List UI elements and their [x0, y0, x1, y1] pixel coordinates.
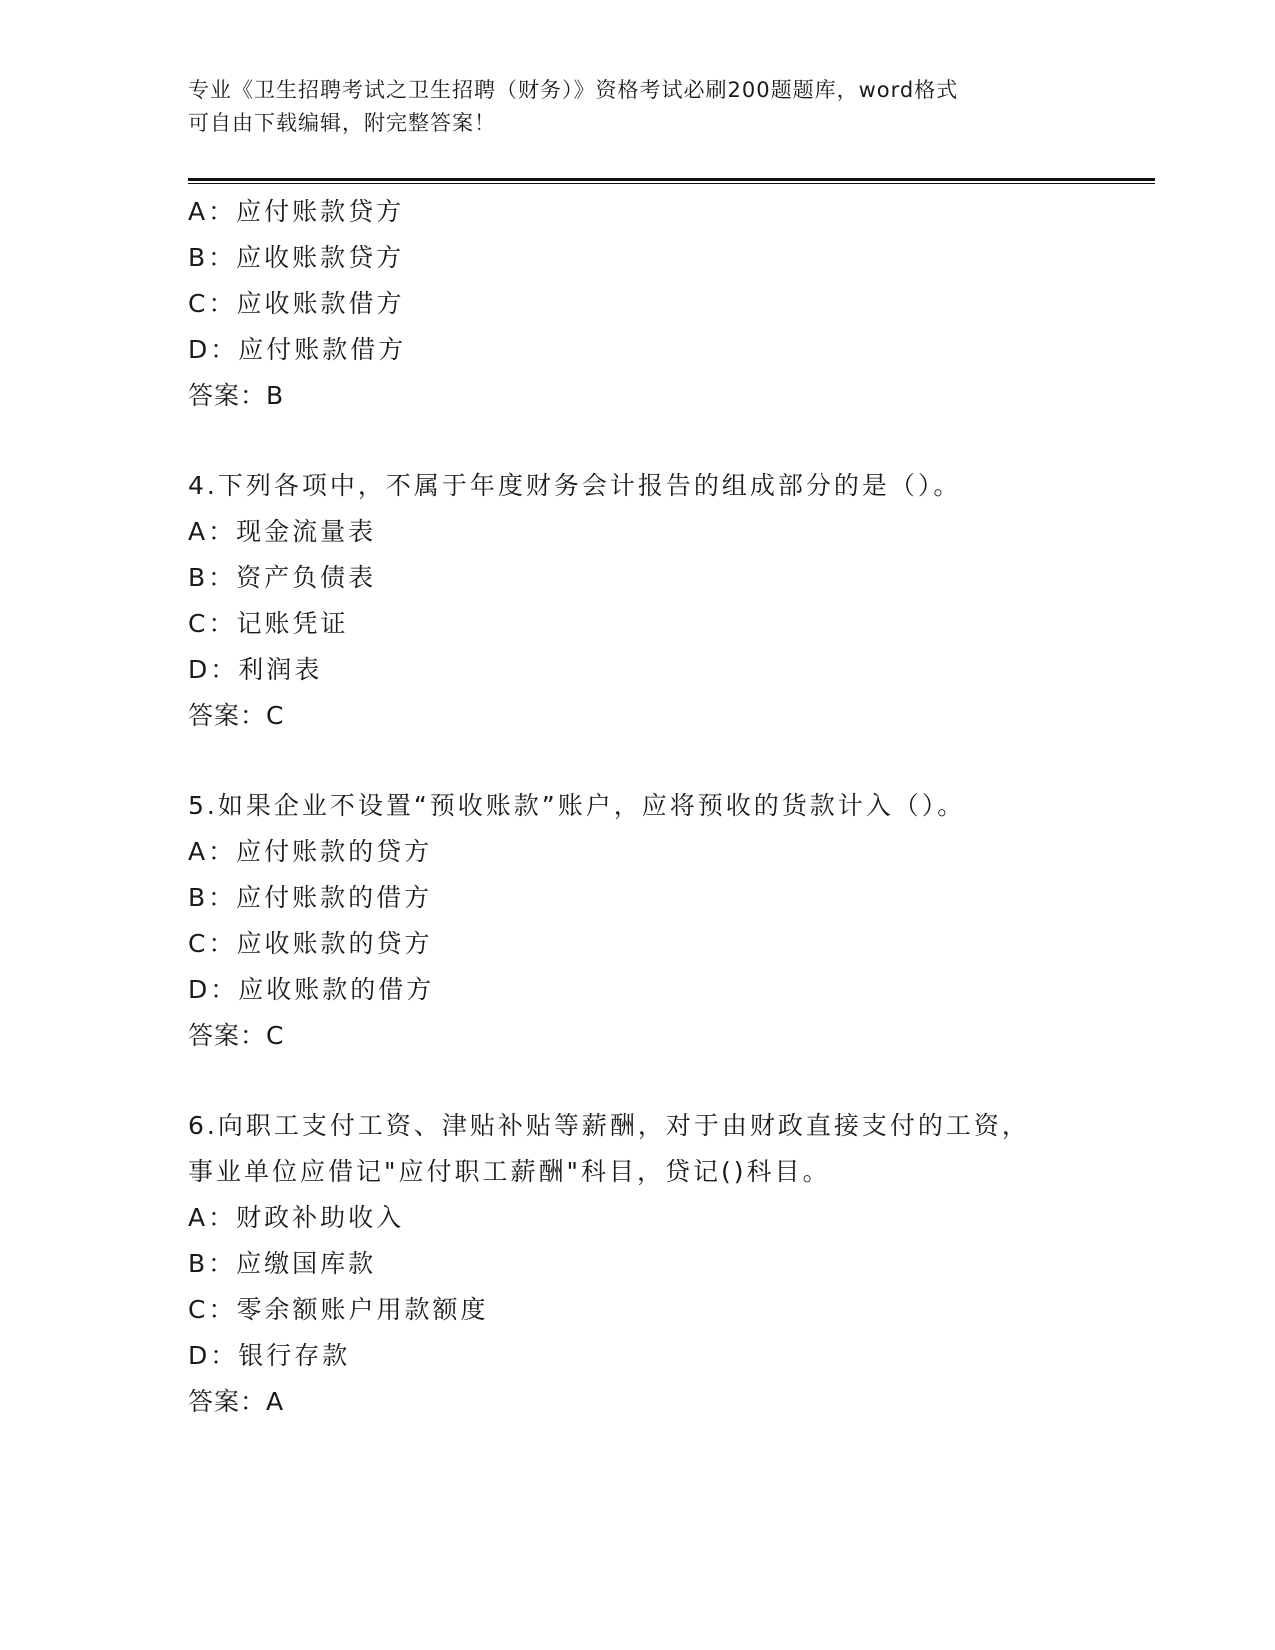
answer: 答案：B	[188, 381, 285, 410]
option-a: A：现金流量表	[188, 517, 377, 546]
question-text-line-1: 6.向职工支付工资、津贴补贴等薪酬，对于由财政直接支付的工资，	[188, 1111, 1030, 1140]
option-c: C：零余额账户用款额度	[188, 1295, 489, 1324]
question-list	[188, 189, 1088, 1425]
option-d: D：应收账款的借方	[188, 975, 435, 1004]
header-line-1: 专业《卫生招聘考试之卫生招聘（财务）》资格考试必刷200题题库，word格式	[188, 78, 959, 102]
option-c: C：应收账款的贷方	[188, 929, 433, 958]
header-line-2: 可自由下载编辑，附完整答案！	[188, 111, 496, 135]
answer: 答案：C	[188, 701, 285, 730]
option-a: A：应付账款贷方	[188, 197, 405, 226]
question-5	[188, 783, 1088, 1059]
option-c: C：应收账款借方	[188, 289, 405, 318]
question-6	[188, 1103, 1088, 1425]
option-b: B：资产负债表	[188, 563, 377, 592]
question-4	[188, 463, 1088, 739]
option-b: B：应收账款贷方	[188, 243, 405, 272]
option-a: A：财政补助收入	[188, 1203, 405, 1232]
question-text: 4.下列各项中，不属于年度财务会计报告的组成部分的是（）。	[188, 471, 962, 500]
header-divider-thick	[188, 178, 1155, 181]
document-header	[188, 74, 1088, 140]
option-b: B：应缴国库款	[188, 1249, 377, 1278]
option-a: A：应付账款的贷方	[188, 837, 433, 866]
answer: 答案：A	[188, 1387, 285, 1416]
question-text-line-2: 事业单位应借记"应付职工薪酬"科目，贷记()科目。	[188, 1157, 831, 1186]
question-3-continuation	[188, 189, 1088, 419]
option-d: D：应付账款借方	[188, 335, 407, 364]
answer: 答案：C	[188, 1021, 285, 1050]
option-b: B：应付账款的借方	[188, 883, 433, 912]
header-divider-thin	[188, 183, 1155, 184]
option-d: D：银行存款	[188, 1341, 351, 1370]
option-c: C：记账凭证	[188, 609, 349, 638]
option-d: D：利润表	[188, 655, 323, 684]
question-text: 5.如果企业不设置“预收账款”账户，应将预收的货款计入（）。	[188, 791, 966, 820]
